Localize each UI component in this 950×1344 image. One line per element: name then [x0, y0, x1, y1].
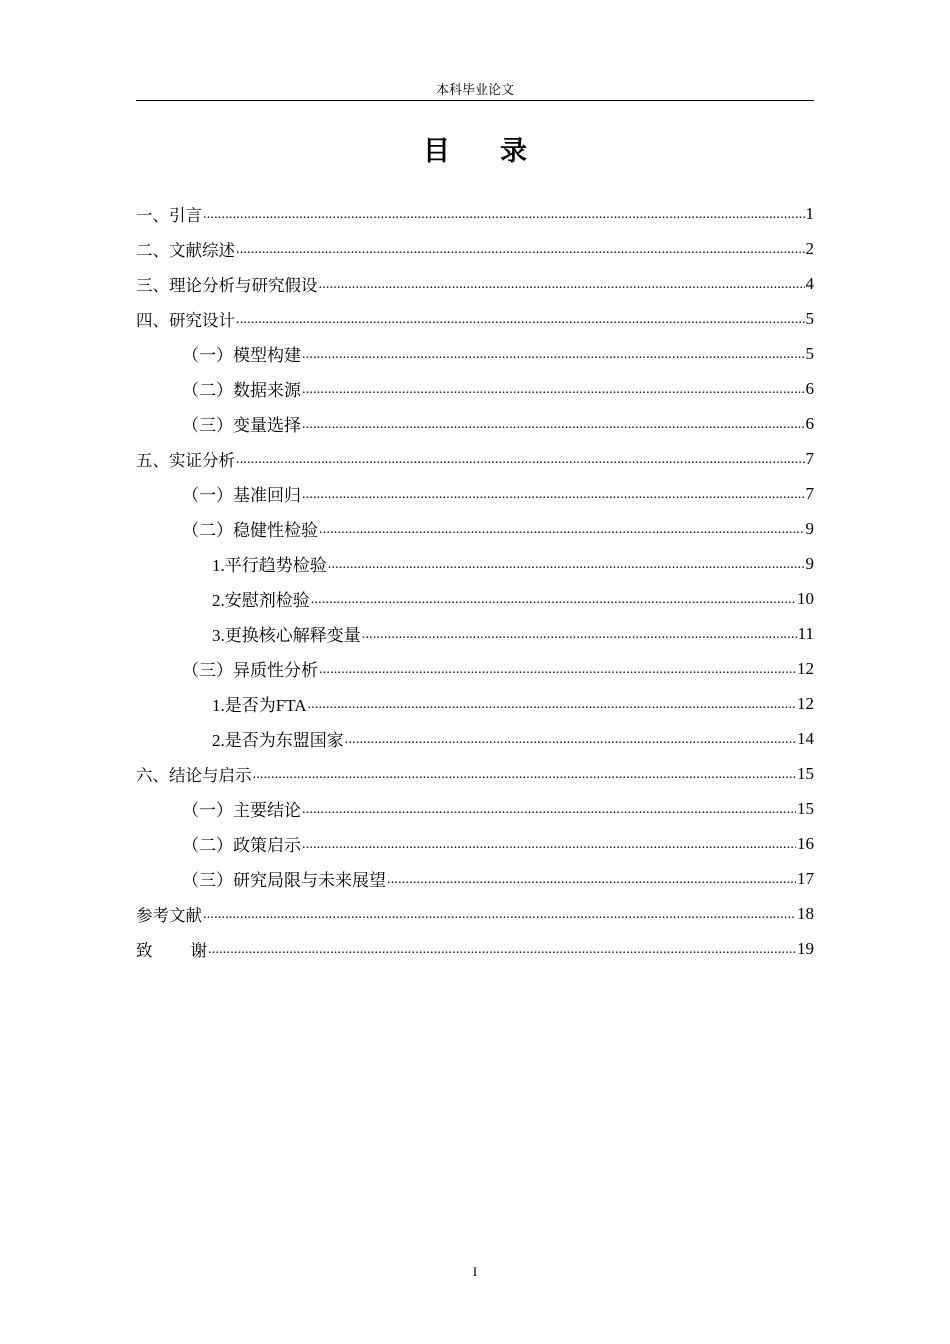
toc-entry-label: （二）政策启示: [182, 836, 301, 855]
toc-entry-page: 15: [797, 798, 814, 818]
toc-entry-page: 14: [797, 728, 814, 748]
toc-entry-label: 1.是否为FTA: [212, 696, 307, 715]
toc-entry-label: 参考文献: [136, 905, 202, 925]
toc-leader-dots: [302, 347, 805, 371]
toc-entry-label: 五、实证分析: [136, 450, 235, 470]
toc-leader-dots: [302, 417, 805, 441]
toc-entry-page: 7: [805, 448, 814, 468]
toc-entry-page: 9: [805, 518, 814, 538]
toc-entry-label: （二）数据来源: [182, 381, 301, 400]
toc-entry-page: 6: [805, 378, 814, 398]
toc-entry-page: 12: [797, 658, 814, 678]
toc-entry[interactable]: [136, 196, 814, 231]
toc-entry[interactable]: [136, 861, 814, 896]
toc-entry-label: 2.安慰剂检验: [212, 591, 310, 610]
toc-title: [0, 132, 950, 172]
toc-entry[interactable]: [136, 476, 814, 511]
toc-entry-label-left: 致: [136, 940, 153, 960]
toc-title-left: 目: [423, 136, 450, 167]
toc-entry-page: 17: [797, 868, 814, 888]
toc-entry[interactable]: [136, 931, 814, 966]
toc-entry-label: 六、结论与启示: [136, 765, 252, 785]
toc-entry[interactable]: [136, 826, 814, 861]
toc-entry[interactable]: [136, 721, 814, 756]
toc-entry-label: 二、文献综述: [136, 240, 235, 260]
toc-entry[interactable]: [136, 651, 814, 686]
toc-entry-label: （三）研究局限与未来展望: [182, 871, 386, 890]
toc-leader-dots: [236, 452, 805, 476]
page-number: I: [472, 1264, 478, 1279]
toc-entry-label: （二）稳健性检验: [182, 521, 318, 540]
toc-leader-dots: [302, 382, 805, 406]
toc-entry-page: 4: [805, 273, 814, 293]
toc-entry-label: 一、引言: [136, 205, 202, 225]
toc-entry[interactable]: [136, 441, 814, 476]
toc-entry[interactable]: [136, 546, 814, 581]
toc-leader-dots: [319, 662, 796, 686]
toc-entry-label: （一）模型构建: [182, 346, 301, 365]
toc-entry-page: 6: [805, 413, 814, 433]
toc-entry-page: 12: [797, 693, 814, 713]
toc-leader-dots: [387, 872, 796, 896]
toc-entry[interactable]: [136, 791, 814, 826]
toc-entry-label: （三）变量选择: [182, 416, 301, 435]
toc-leader-dots: [302, 487, 805, 511]
toc-leader-dots: [362, 627, 797, 651]
toc-entry-label: （一）主要结论: [182, 801, 301, 820]
toc-entry-page: 10: [797, 588, 814, 608]
table-of-contents: [136, 196, 814, 966]
toc-entry-page: 5: [805, 343, 814, 363]
toc-leader-dots: [302, 837, 796, 861]
toc-entry-label: 2.是否为东盟国家: [212, 731, 344, 750]
toc-leader-dots: [345, 732, 796, 756]
toc-leader-dots: [311, 592, 796, 616]
toc-entry[interactable]: [136, 266, 814, 301]
toc-entry-page: 7: [805, 483, 814, 503]
toc-leader-dots: [302, 802, 796, 826]
toc-entry-label-right: 谢: [190, 940, 207, 960]
toc-entry[interactable]: [136, 371, 814, 406]
toc-entry-label: （一）基准回归: [182, 486, 301, 505]
toc-entry-label: 三、理论分析与研究假设: [136, 275, 318, 295]
toc-entry[interactable]: [136, 686, 814, 721]
toc-entry[interactable]: [136, 616, 814, 651]
toc-entry-page: 19: [797, 938, 814, 958]
toc-entry-page: 18: [797, 903, 814, 923]
toc-leader-dots: [208, 942, 796, 966]
toc-entry-page: 9: [805, 553, 814, 573]
toc-entry[interactable]: [136, 301, 814, 336]
toc-leader-dots: [203, 207, 805, 231]
toc-leader-dots: [203, 907, 796, 931]
toc-leader-dots: [236, 312, 805, 336]
toc-entry-page: 1: [805, 203, 814, 223]
toc-entry[interactable]: [136, 896, 814, 931]
toc-leader-dots: [319, 522, 805, 546]
toc-leader-dots: [308, 697, 796, 721]
toc-entry-page: 2: [805, 238, 814, 258]
page-header: 本科毕业论文: [136, 80, 814, 101]
toc-entry-label: [136, 937, 207, 961]
toc-entry-label: （三）异质性分析: [182, 661, 318, 680]
toc-leader-dots: [253, 767, 797, 791]
toc-entry[interactable]: [136, 581, 814, 616]
toc-leader-dots: [236, 242, 805, 266]
toc-entry-page: 11: [797, 623, 814, 643]
toc-title-right: 录: [500, 136, 527, 167]
toc-entry-page: 16: [797, 833, 814, 853]
toc-entry[interactable]: [136, 231, 814, 266]
toc-entry-page: 15: [797, 763, 814, 783]
toc-entry-label: 四、研究设计: [136, 310, 235, 330]
toc-entry[interactable]: [136, 756, 814, 791]
toc-entry-label: 1.平行趋势检验: [212, 556, 327, 575]
toc-entry[interactable]: [136, 406, 814, 441]
toc-leader-dots: [328, 557, 805, 581]
toc-leader-dots: [319, 277, 805, 301]
toc-entry[interactable]: [136, 336, 814, 371]
toc-entry-label: 3.更换核心解释变量: [212, 626, 361, 645]
toc-entry[interactable]: [136, 511, 814, 546]
toc-entry-page: 5: [805, 308, 814, 328]
